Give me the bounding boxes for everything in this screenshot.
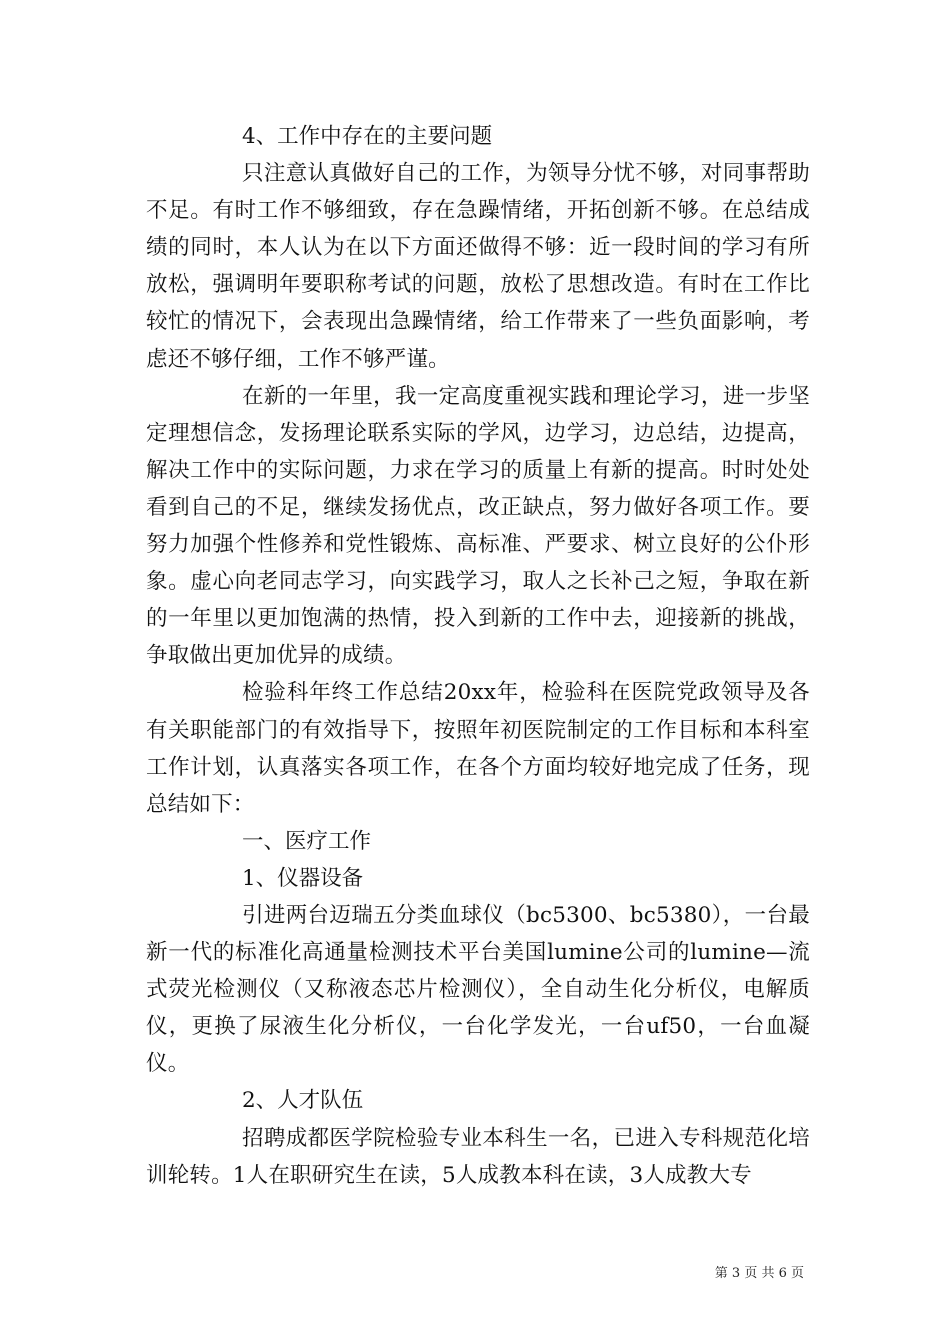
paragraph-new-year-plan: 在新的一年里，我一定高度重视实践和理论学习，进一步坚定理想信念，发扬理论联系实际的学风，边学习，边总结，边提高，解决工作中的实际问题，力求在学习的质量上有新的提高。时时处处看到自己的不足，继续发扬优点，改正缺点，努力做好各项工作。要努力加强个性修养和党性锻炼、高标准、严要求、树立良好的公仆形象。虚心向老同志学习，向实践学习，取人之长补己之短，争取在新的一年里以更加饱满的热情，投入到新的工作中去，迎接新的挑战，争取做出更加优异的成绩。 xyxy=(146,383,810,669)
section-heading-problems: 4、工作中存在的主要问题 xyxy=(242,124,493,149)
section-heading-talent: 2、人才队伍 xyxy=(242,1088,364,1114)
section-heading-medical-work: 一、医疗工作 xyxy=(242,828,372,854)
paragraph-problems: 只注意认真做好自己的工作，为领导分忧不够，对同事帮助不足。有时工作不够细致，存在急躁情绪，开拓创新不够。在总结成绩的同时，本人认为在以下方面还做得不够：近一段时间的学习有所放松，强调明年要职称考试的问题，放松了思想改造。有时在工作比较忙的情况下，会表现出急躁情绪，给工作带来了一些负面影响，考虑还不够仔细，工作不够严谨。 xyxy=(146,161,810,372)
paragraph-talent: 招聘成都医学院检验专业本科生一名，已进入专科规范化培训轮转。1人在职研究生在读，5人成教本科在读，3人成教大专 xyxy=(146,1125,810,1188)
paragraph-lab-summary-intro: 检验科年终工作总结20xx年，检验科在医院党政领导及各有关职能部门的有效指导下，按照年初医院制定的工作目标和本科室工作计划，认真落实各项工作，在各个方面均较好地完成了任务，现总结如下： xyxy=(146,680,810,817)
section-heading-equipment: 1、仪器设备 xyxy=(242,865,364,891)
page-number-footer: 第 3 页 共 6 页 xyxy=(714,1266,804,1281)
paragraph-equipment: 引进两台迈瑞五分类血球仪（bc5300、bc5380），一台最新一代的标准化高通量检测技术平台美国lumine公司的lumine—流式荧光检测仪（又称液态芯片检测仪），全自动生化分析仪，电解质仪，更换了尿液生化分析仪，一台化学发光，一台uf50，一台血凝仪。 xyxy=(146,902,810,1077)
document-body xyxy=(146,118,810,1194)
